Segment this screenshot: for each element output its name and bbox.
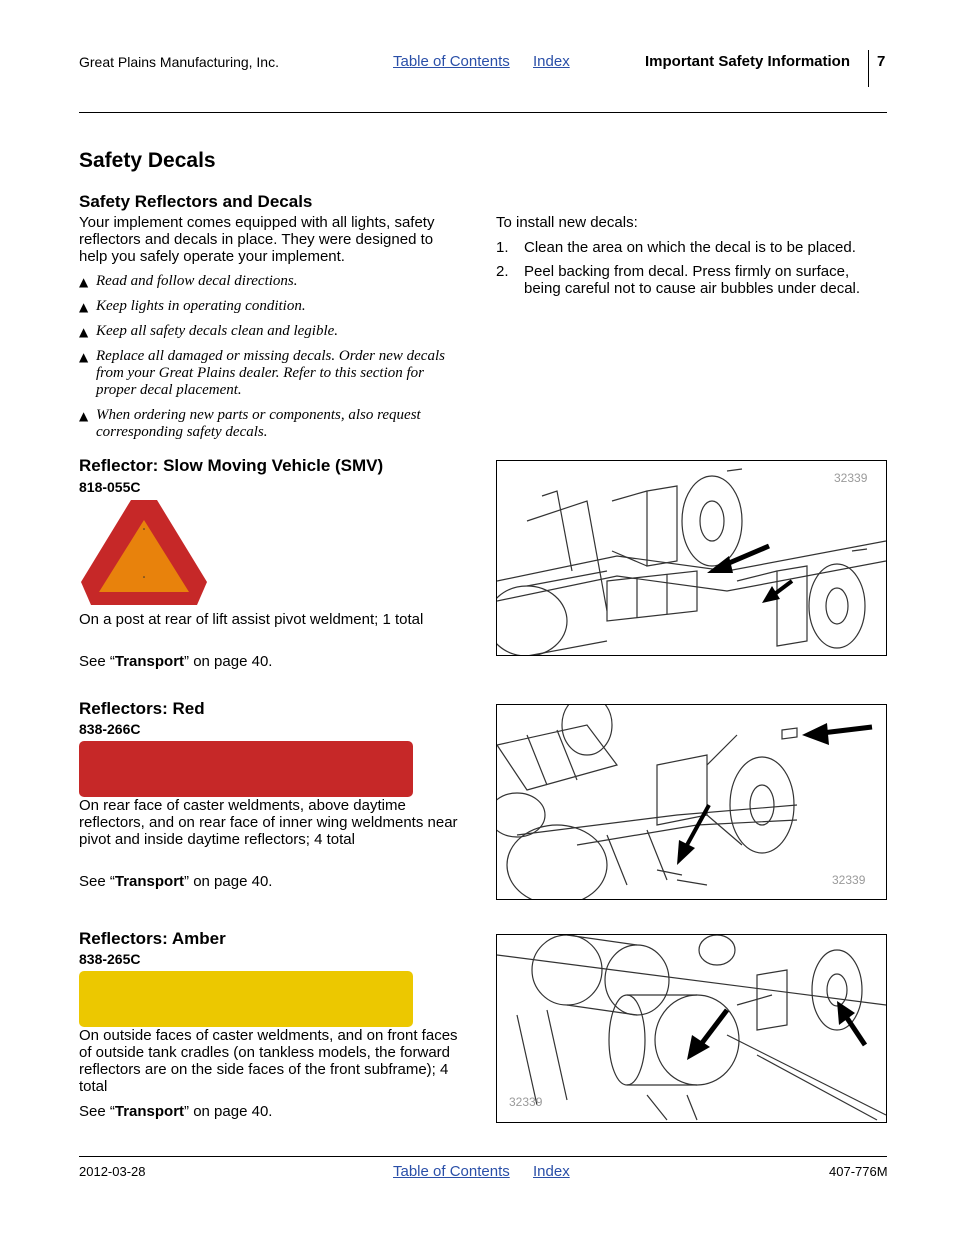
smv-heading: Reflector: Slow Moving Vehicle (SMV) <box>79 456 384 475</box>
footer-rule <box>79 1156 887 1157</box>
section-heading-reflectors-decals: Safety Reflectors and Decals <box>79 192 313 211</box>
amber-part-number: 838-265C <box>79 951 141 967</box>
header-company: Great Plains Manufacturing, Inc. <box>79 54 279 70</box>
header-rule <box>79 112 887 113</box>
red-reflector-swatch <box>79 741 413 797</box>
bullet-item: ▲ Read and follow decal directions. <box>79 273 298 289</box>
install-step-number: 2. <box>496 263 509 280</box>
figure-number: 32339 <box>509 1095 543 1109</box>
amber-location-figure <box>496 934 887 1123</box>
figure-number: 32339 <box>832 873 866 887</box>
bullet-triangle-icon: ▲ <box>79 300 89 314</box>
amber-reflector-swatch <box>79 971 413 1027</box>
install-step-number: 1. <box>496 239 509 256</box>
amber-transport-link[interactable]: Transport <box>114 1103 185 1120</box>
bullet-triangle-icon: ▲ <box>79 409 89 423</box>
bullet-item: ▲ Keep all safety decals clean and legible. <box>79 323 339 339</box>
header-section-title: Important Safety Information <box>645 53 851 70</box>
bullet-item: ▲ Replace all damaged or missing decals. Order new decals from your Great Plains dealer. Refer to this section for proper decal placement. <box>79 348 445 398</box>
amber-description: On outside faces of caster weldments, and on front faces of outside tank cradles (on tankless models, the forward reflectors are on the side faces of the front subframe); 4 total <box>79 1027 458 1095</box>
red-heading: Reflectors: Red <box>79 699 205 718</box>
header-toc-link[interactable]: Table of Contents <box>393 53 510 70</box>
intro-paragraph: Your implement comes equipped with all lights, safety reflectors and decals in place. They were designed to help you safely operate your implement. <box>79 214 435 265</box>
smv-part-number: 818-055C <box>79 479 141 495</box>
bullet-triangle-icon: ▲ <box>79 325 89 339</box>
page-title: Safety Decals <box>79 149 216 172</box>
footer-toc-link[interactable]: Table of Contents <box>393 1163 510 1180</box>
red-description: On rear face of caster weldments, above daytime reflectors, and on rear face of inner wing weldments near pivot and inside daytime reflectors; 4 total <box>79 797 458 848</box>
smv-triangle-icon <box>79 498 209 608</box>
amber-see-reference: See “Transport” on page 40. <box>79 1103 273 1120</box>
page-number: 7 <box>877 53 886 70</box>
header-divider <box>868 50 869 87</box>
install-step-text: Clean the area on which the decal is to be placed. <box>524 239 856 256</box>
footer-doc-number: 407-776M <box>829 1164 888 1179</box>
smv-location-figure <box>496 460 887 656</box>
bullet-triangle-icon: ▲ <box>79 350 89 364</box>
bullet-item: ▲ When ordering new parts or components, also request corresponding safety decals. <box>79 407 421 440</box>
red-see-reference: See “Transport” on page 40. <box>79 873 273 890</box>
red-location-figure <box>496 704 887 900</box>
red-transport-link[interactable]: Transport <box>114 873 185 890</box>
footer-index-link[interactable]: Index <box>533 1163 570 1180</box>
figure-number: 32339 <box>834 471 868 485</box>
install-intro: To install new decals: <box>496 214 638 231</box>
amber-heading: Reflectors: Amber <box>79 929 226 948</box>
header-index-link[interactable]: Index <box>533 53 570 70</box>
smv-description: On a post at rear of lift assist pivot weldment; 1 total <box>79 611 424 628</box>
red-part-number: 838-266C <box>79 721 141 737</box>
bullet-triangle-icon: ▲ <box>79 275 89 289</box>
bullet-item: ▲ Keep lights in operating condition. <box>79 298 306 314</box>
smv-see-reference: See “Transport” on page 40. <box>79 653 273 670</box>
smv-transport-link[interactable]: Transport <box>114 653 185 670</box>
install-step-text: Peel backing from decal. Press firmly on surface, being careful not to cause air bubbles under decal. <box>524 263 861 297</box>
footer-date: 2012-03-28 <box>79 1164 146 1179</box>
